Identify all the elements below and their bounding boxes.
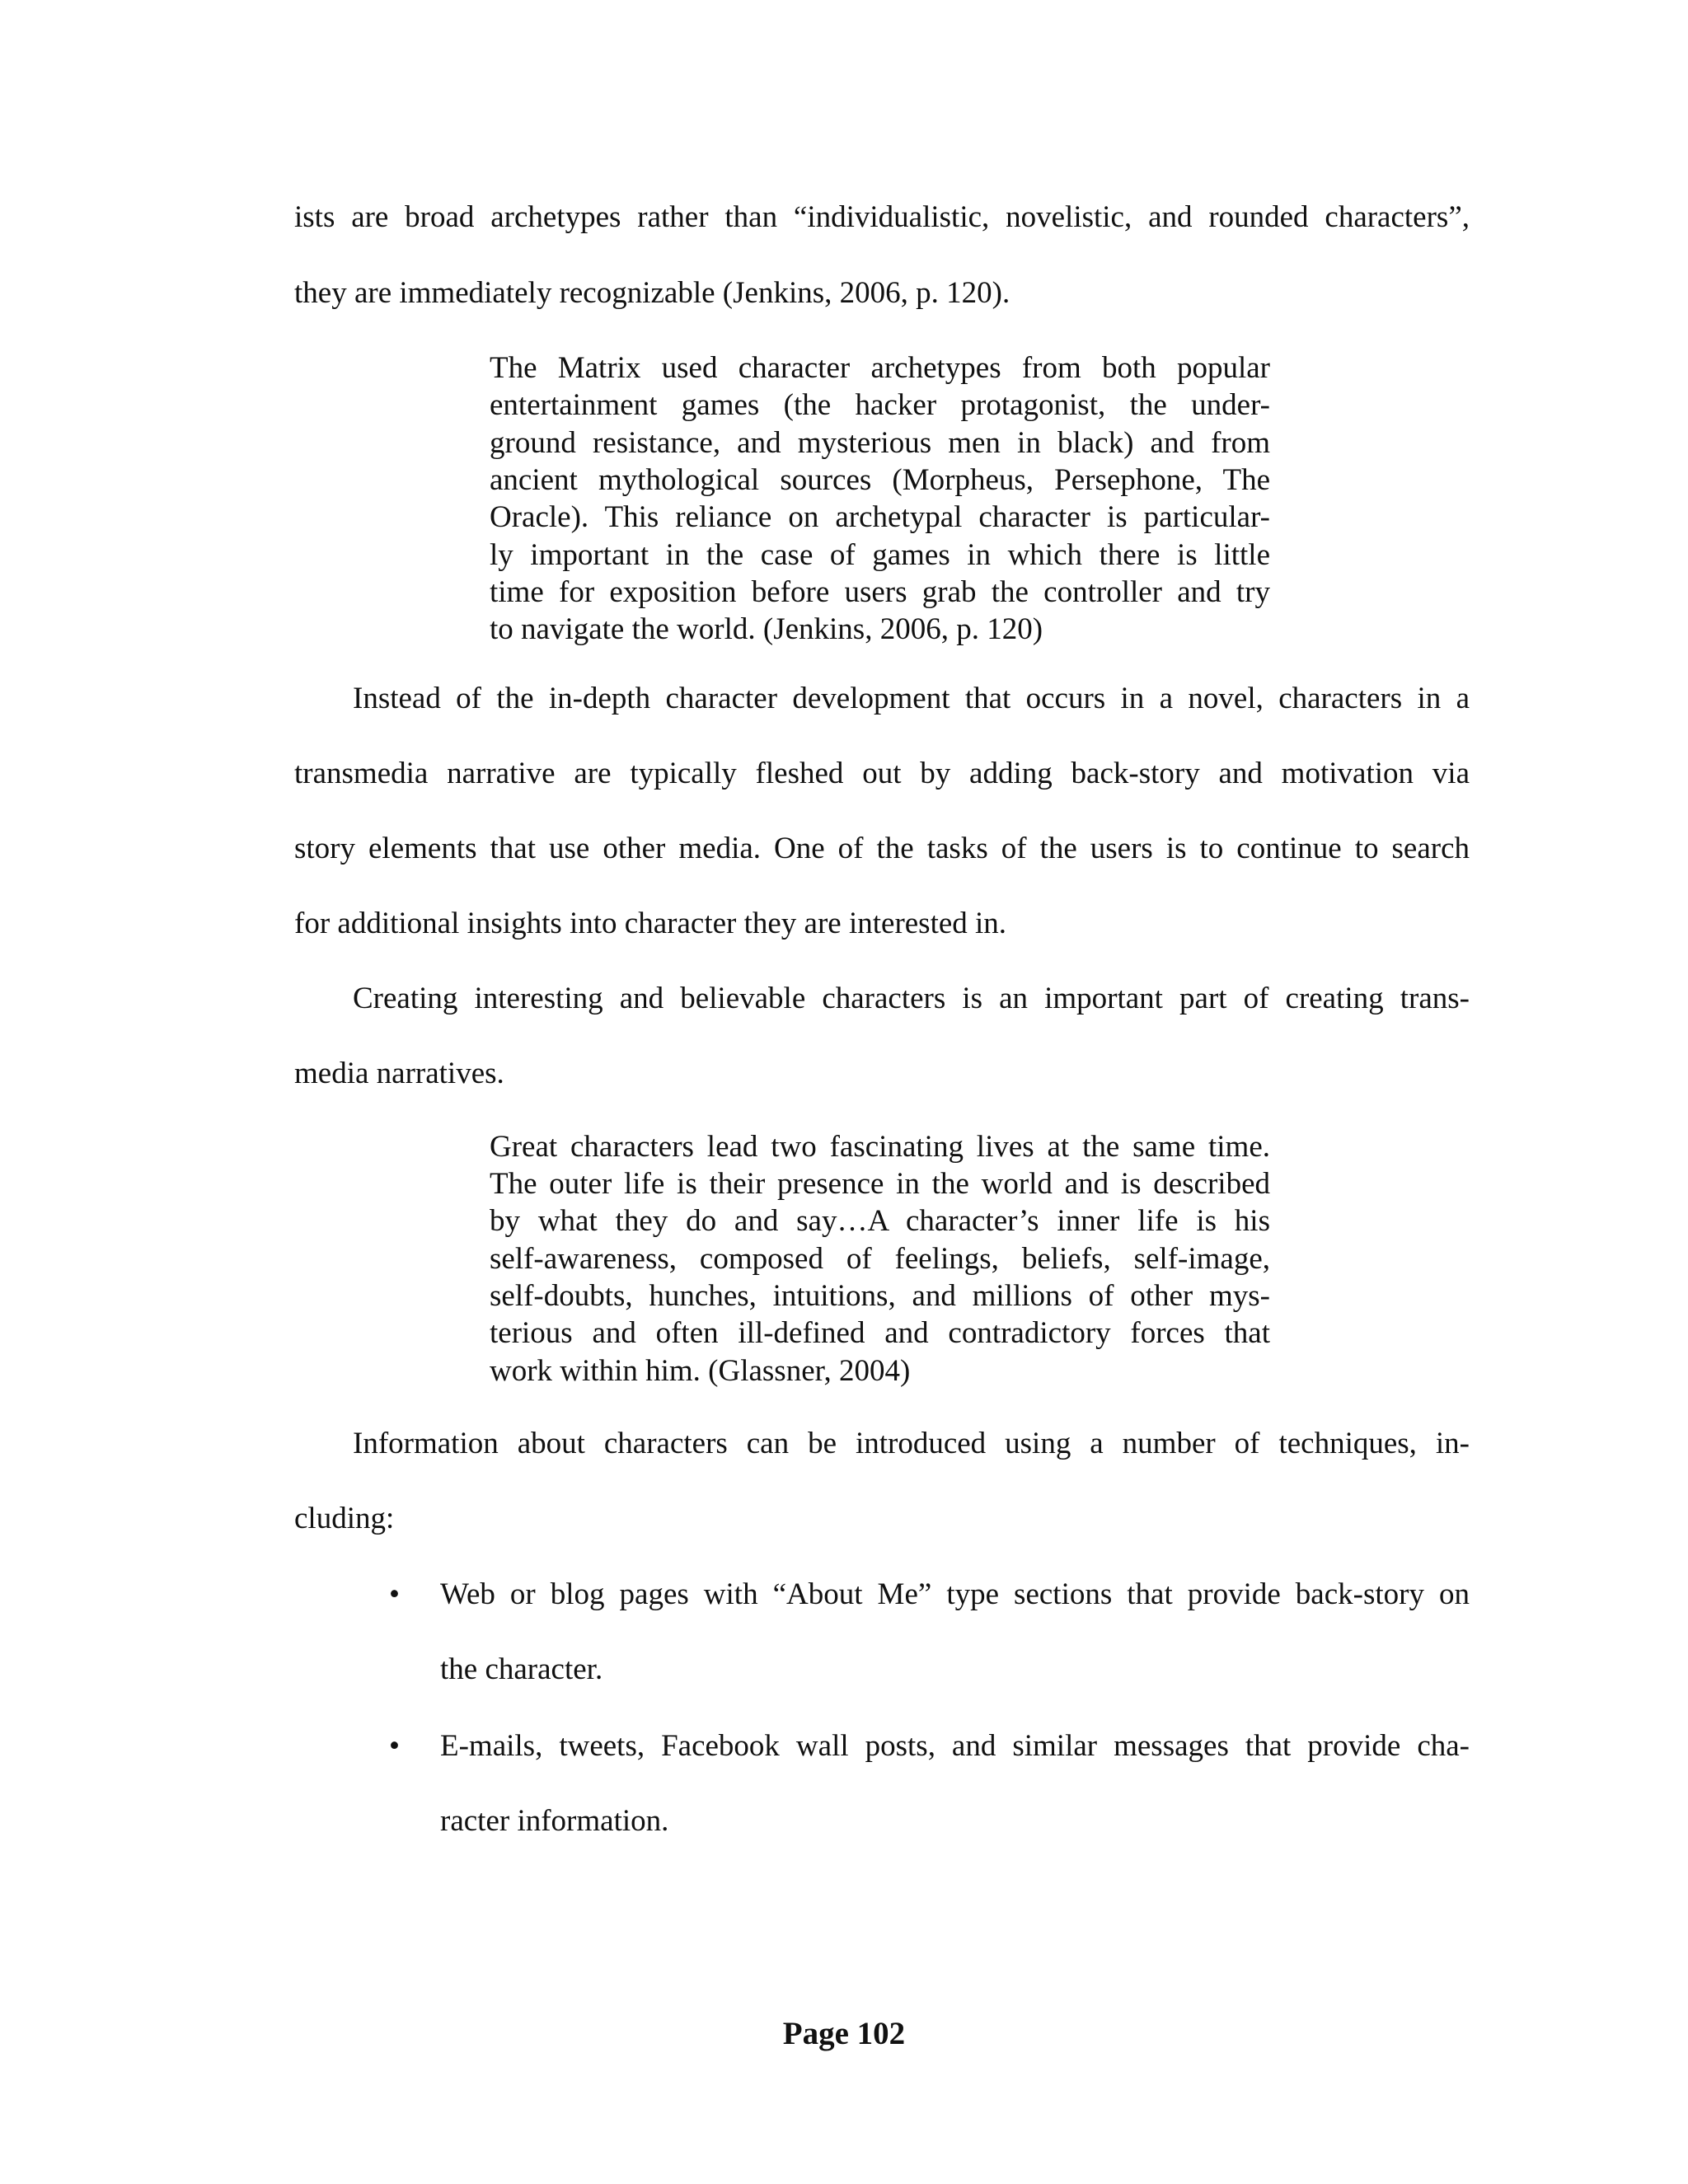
quote-line: The outer life is their presence in the world and is described [490,1167,1270,1201]
body-text-line: story elements that use other media. One of the tasks of the users is to continue to search [294,832,1470,865]
quote-line: work within him. (Glassner, 2004) [490,1354,911,1388]
quote-line: time for exposition before users grab the controller and try [490,575,1270,609]
bullet-icon: • [389,1577,400,1611]
body-text-line: Information about characters can be introduced using a number of techniques, in- [353,1427,1470,1460]
quote-line: by what they do and say…A character’s inner life is his [490,1204,1270,1238]
list-item-text: Web or blog pages with “About Me” type sections that provide back-story on [440,1577,1470,1611]
quote-line: to navigate the world. (Jenkins, 2006, p. 120) [490,612,1043,646]
body-text-line: media narratives. [294,1057,504,1090]
list-item-text: the character. [440,1652,603,1686]
quote-line: ancient mythological sources (Morpheus, Persephone, The [490,463,1270,497]
body-text-line: cluding: [294,1502,395,1535]
quote-line: entertainment games (the hacker protagonist, the under- [490,388,1270,422]
body-text-line: ists are broad archetypes rather than “individualistic, novelistic, and rounded characters”, [294,200,1470,234]
quote-line: self-doubts, hunches, intuitions, and millions of other mys- [490,1279,1270,1313]
quote-line: ly important in the case of games in which there is little [490,538,1270,572]
bullet-icon: • [389,1729,400,1763]
quote-line: ground resistance, and mysterious men in black) and from [490,426,1270,460]
body-text-line: Instead of the in-depth character development that occurs in a novel, characters in a [353,682,1470,715]
page-number: Page 102 [782,2016,906,2051]
body-text-line: transmedia narrative are typically fleshed out by adding back-story and motivation via [294,757,1470,790]
body-text-line: for additional insights into character they are interested in. [294,907,1007,940]
list-item-text: racter information. [440,1804,669,1838]
quote-line: self-awareness, composed of feelings, beliefs, self-image, [490,1242,1270,1276]
body-text-line: they are immediately recognizable (Jenkins, 2006, p. 120). [294,276,1010,310]
list-item-text: E-mails, tweets, Facebook wall posts, and similar messages that provide cha- [440,1729,1470,1763]
body-text-line: Creating interesting and believable characters is an important part of creating trans- [353,982,1470,1015]
quote-line: terious and often ill-defined and contradictory forces that [490,1316,1270,1350]
quote-line: Oracle). This reliance on archetypal character is particular- [490,500,1270,534]
quote-line: Great characters lead two fascinating lives at the same time. [490,1130,1270,1164]
quote-line: The Matrix used character archetypes from both popular [490,351,1270,385]
